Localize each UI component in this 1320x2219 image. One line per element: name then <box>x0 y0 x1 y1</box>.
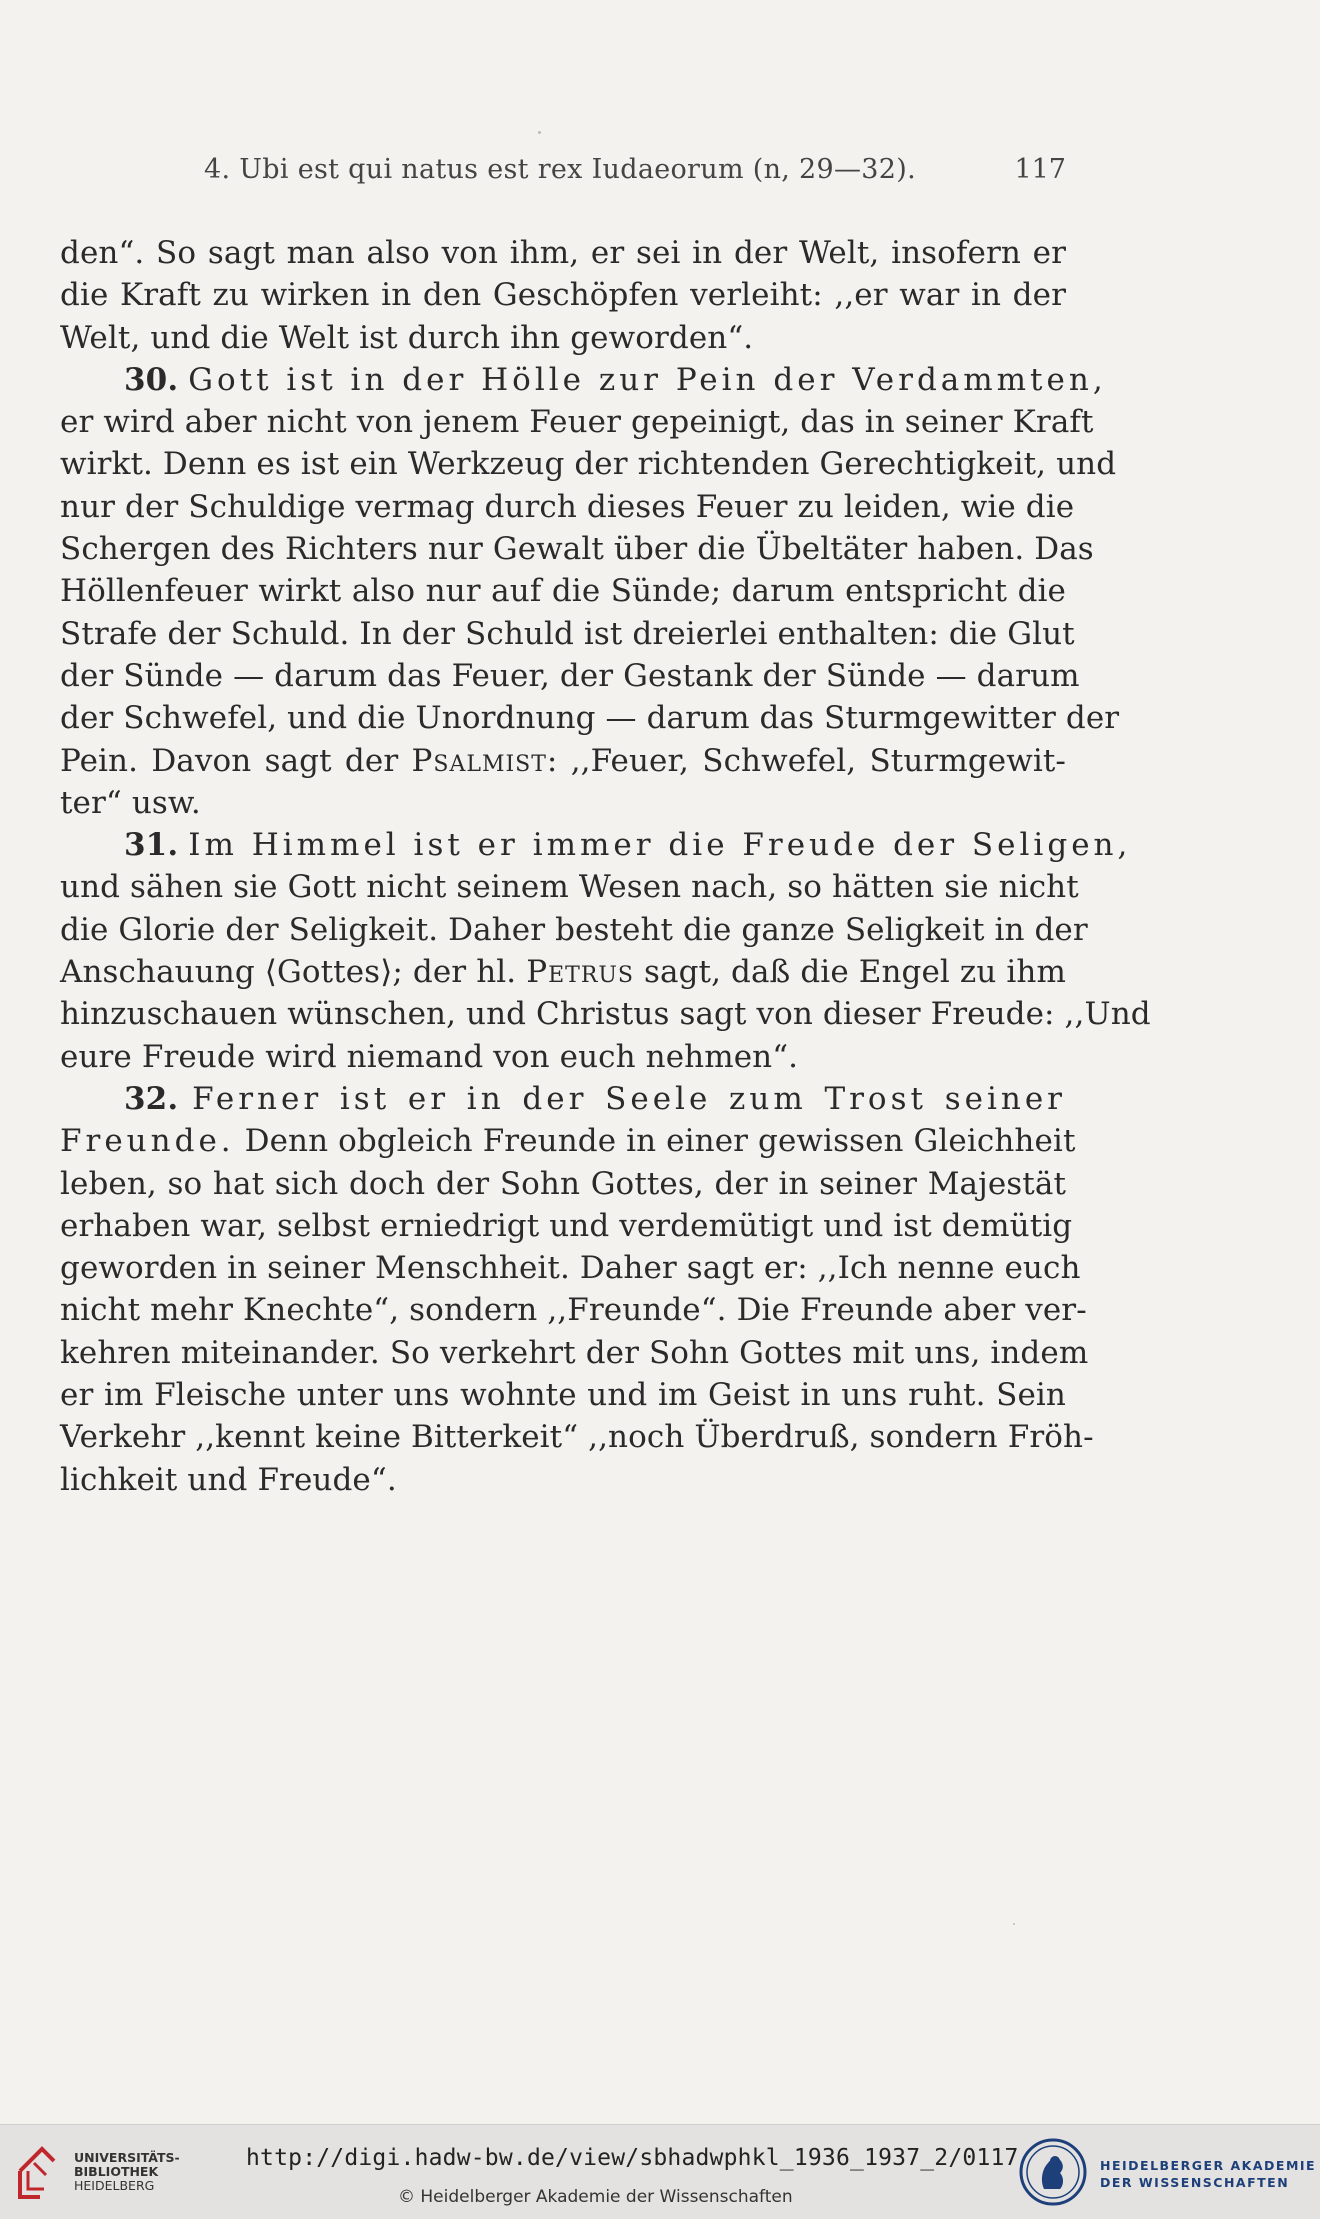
text-line: Welt, und die Welt ist durch ihn geworden“. <box>60 319 754 356</box>
paragraph-number: 30. <box>124 361 179 398</box>
text-line: den“. So sagt man also von ihm, er sei in der Welt, insofern er <box>60 235 1066 271</box>
university-library-name <box>74 2151 180 2193</box>
page-number: 117 <box>1014 154 1066 185</box>
paragraph-number: 31. <box>124 827 179 864</box>
text-fragment: Denn obgleich Freunde in einer gewissen Gleichheit <box>234 1123 1076 1160</box>
text-line: hinzuschauen wünschen, und Christus sagt von dieser Freude: ,,Und <box>60 996 1151 1033</box>
text-line: kehren miteinander. So verkehrt der Sohn Gottes mit uns, indem <box>60 1334 1089 1371</box>
text-line: Strafe der Schuld. In der Schuld ist dreierlei enthalten: die Glut <box>60 615 1075 652</box>
text-line: die Kraft zu wirken in den Geschöpfen verleiht: ,,er war in der <box>60 277 1066 314</box>
university-library-logo-icon <box>14 2141 58 2203</box>
text-line: er wird aber nicht von jenem Feuer gepeinigt, das in seiner Kraft <box>60 404 1094 441</box>
text-line <box>60 1120 1076 1162</box>
emphasized-text: Freunde. <box>60 1123 235 1160</box>
academy-name <box>1100 2157 1316 2191</box>
text-line: nur der Schuldige vermag durch dieses Feuer zu leiden, wie die <box>60 488 1075 525</box>
library-name-line: HEIDELBERG <box>74 2178 155 2193</box>
emphasized-text: Gott ist in der Hölle zur Pein der Verdammten, <box>188 361 1107 398</box>
text-line: der Schwefel, und die Unordnung — darum das Sturmgewitter der <box>60 700 1120 737</box>
text-fragment: : ,,Feuer, Schwefel, Sturmgewit- <box>546 742 1066 779</box>
text-line: lichkeit und Freude“. <box>60 1461 397 1498</box>
viewer-footer <box>0 2124 1320 2219</box>
text-line: eure Freude wird niemand von euch nehmen“. <box>60 1038 799 1075</box>
paragraph-32-first-line <box>60 1078 1066 1120</box>
text-line: erhaben war, selbst erniedrigt und verdemütigt und ist demütig <box>60 1207 1073 1244</box>
paragraph-number: 32. <box>124 1080 179 1117</box>
author-name: Petrus <box>526 954 635 991</box>
text-line: und sähen sie Gott nicht seinem Wesen nach, so hätten sie nicht <box>60 869 1079 906</box>
emphasized-text: Ferner ist er in der Seele zum Trost seiner <box>192 1080 1066 1117</box>
text-line: leben, so hat sich doch der Sohn Gottes, der in seiner Majestät <box>60 1165 1066 1202</box>
copyright-notice: © Heidelberger Akademie der Wissenschaften <box>398 2187 793 2207</box>
text-line: ter“ usw. <box>60 784 201 821</box>
text-line: Schergen des Richters nur Gewalt über die Übeltäter haben. Das <box>60 531 1094 568</box>
text-line: die Glorie der Seligkeit. Daher besteht die ganze Seligkeit in der <box>60 911 1088 948</box>
emphasized-text: Im Himmel ist er immer die Freude der Seligen, <box>188 827 1132 864</box>
academy-seal-icon <box>1018 2137 1088 2207</box>
text-line <box>60 740 1066 782</box>
text-line: nicht mehr Knechte“, sondern ,,Freunde“. Die Freunde aber ver- <box>60 1292 1087 1329</box>
scan-speck <box>538 131 541 134</box>
text-fragment: sagt, daß die Engel zu ihm <box>634 954 1066 991</box>
permalink-url[interactable]: http://digi.hadw-bw.de/view/sbhadwphkl_1936_1937_2/0117 <box>246 2145 1019 2171</box>
library-name-line: BIBLIOTHEK <box>74 2164 159 2179</box>
text-line: Höllenfeuer wirkt also nur auf die Sünde; darum entspricht die <box>60 573 1066 610</box>
paragraph-30-first-line <box>60 359 1107 401</box>
text-fragment: Pein. Davon sagt der <box>60 742 412 779</box>
text-line <box>60 951 1066 993</box>
author-name: Psalmist <box>411 742 547 779</box>
academy-name-line: HEIDELBERGER AKADEMIE <box>1100 2158 1317 2173</box>
text-line: wirkt. Denn es ist ein Werkzeug der richtenden Gerechtigkeit, und <box>60 446 1117 483</box>
text-line: Verkehr ,,kennt keine Bitterkeit“ ,,noch Überdruß, sondern Fröh- <box>60 1419 1094 1456</box>
paragraph-31-first-line <box>60 824 1132 866</box>
text-line: der Sünde — darum das Feuer, der Gestank der Sünde — darum <box>60 657 1080 694</box>
body-text <box>60 232 1151 1501</box>
running-head-title: 4. Ubi est qui natus est rex Iudaeorum (n, 29—32). <box>204 154 916 185</box>
text-line: er im Fleische unter uns wohnte und im Geist in uns ruht. Sein <box>60 1377 1066 1414</box>
text-line: geworden in seiner Menschheit. Daher sagt er: ,,Ich nenne euch <box>60 1250 1081 1287</box>
scan-speck <box>1013 1923 1015 1925</box>
academy-name-line: DER WISSENSCHAFTEN <box>1100 2175 1290 2190</box>
text-fragment: Anschauung ⟨Gottes⟩; der hl. <box>60 954 527 991</box>
library-name-line: UNIVERSITÄTS- <box>74 2150 180 2165</box>
